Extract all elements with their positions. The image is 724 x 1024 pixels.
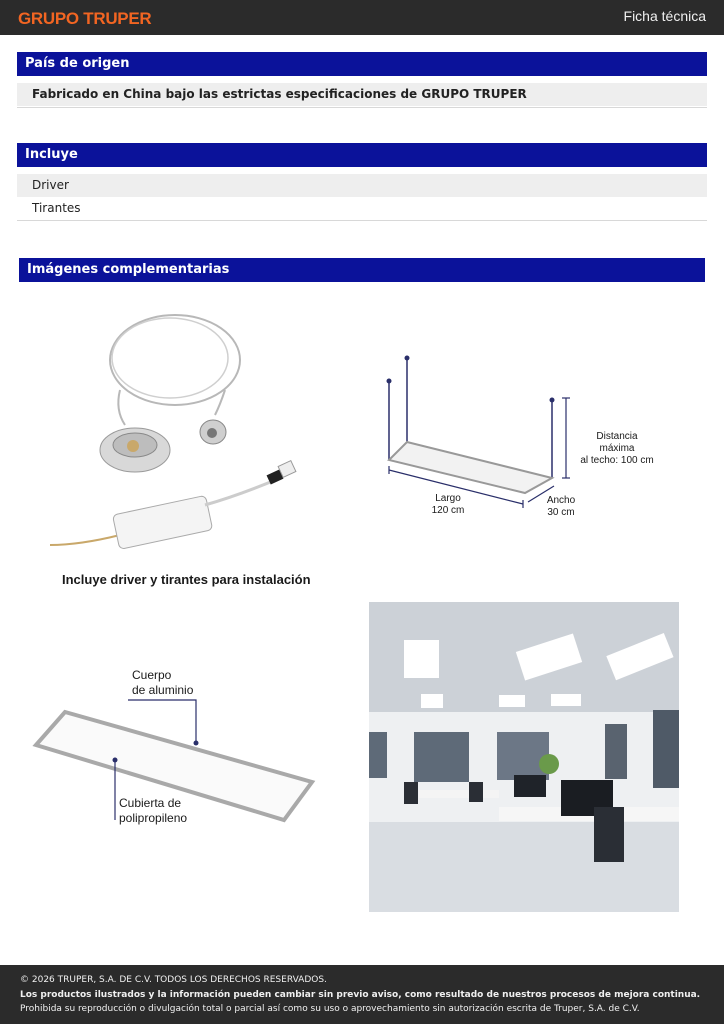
body-material-label: Cuerpo de aluminio <box>132 668 194 697</box>
footer <box>0 965 724 1024</box>
footer-prohibition: Prohibida su reproducción o divulgación total o parcial así como su uso o aprovechamiento sin autorización escrita de Truper, S.A. de C.V. <box>20 1004 640 1014</box>
driver-straps-image <box>40 300 320 560</box>
list-item: Driver <box>17 174 707 197</box>
list-item: Tirantes <box>32 201 81 215</box>
footer-copyright: © 2026 TRUPER, S.A. DE C.V. TODOS LOS DERECHOS RESERVADOS. <box>20 975 327 985</box>
origin-text: Fabricado en China bajo las estrictas especificaciones de GRUPO TRUPER <box>17 83 707 106</box>
office-photo <box>369 602 679 912</box>
cover-material-label: Cubierta de polipropileno <box>119 796 188 825</box>
max-distance-label: Distancia máxima al techo: 100 cm <box>580 431 654 466</box>
section-header-origin: País de origen <box>17 52 707 76</box>
length-label: Largo 120 cm <box>431 493 465 516</box>
width-label: Ancho 30 cm <box>546 495 576 518</box>
document-title: Ficha técnica <box>623 8 706 24</box>
driver-caption: Incluye driver y tirantes para instalación <box>62 572 311 587</box>
section-header-images: Imágenes complementarias <box>19 258 705 282</box>
top-bar <box>0 0 724 35</box>
divider <box>17 220 707 221</box>
divider <box>17 107 707 108</box>
brand-logo: GRUPO TRUPER <box>18 9 152 28</box>
section-header-includes: Incluye <box>17 143 707 167</box>
footer-notice: Los productos ilustrados y la información pueden cambiar sin previo aviso, como resultado de nuestros procesos de mejora continua. <box>20 990 701 1000</box>
